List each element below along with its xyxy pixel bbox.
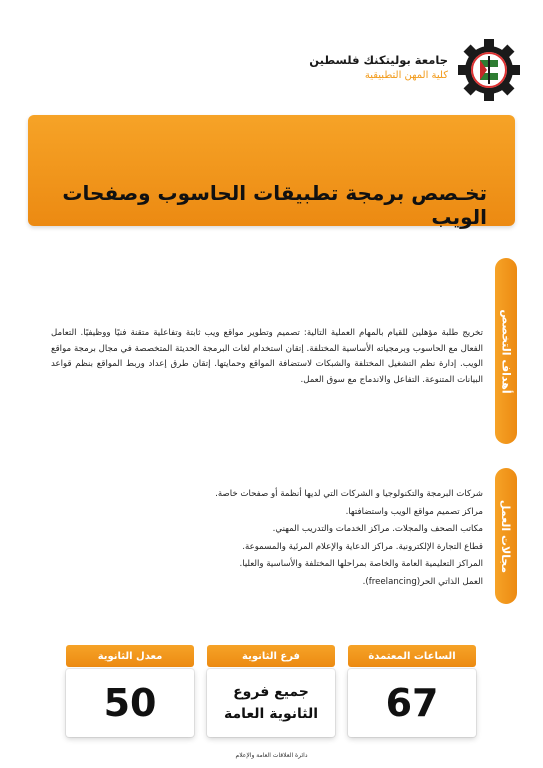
list-item: شركات البرمجة والتكنولوجيا و الشركات التي لديها أنظمة أو صفحات خاصة. bbox=[215, 489, 483, 499]
list-item: العمل الذاتي الحر(freelancing). bbox=[362, 576, 483, 587]
credit-hours-label: الساعات المعتمدة bbox=[348, 645, 476, 667]
list-item: مكاتب الصحف والمجلات. مراكز الخدمات والتدريب المهني. bbox=[272, 524, 483, 534]
college-name: كلية المهن التطبيقية bbox=[364, 70, 448, 81]
institution-header bbox=[309, 52, 448, 84]
list-item: المراكز التعليمية العامة والخاصة بمراحلها المختلفة والأساسية والعليا. bbox=[239, 559, 483, 569]
goals-tab-label: أهداف التخصص bbox=[499, 308, 513, 394]
gear-logo-icon bbox=[457, 38, 521, 102]
goals-paragraph: تخريج طلبة مؤهلين للقيام بالمهام العملية التالية: تصميم وتطوير مواقع ويب ثابتة وتفاعلية متقنة فنيًا ووظيفيًا. التعامل الفعال مع الحاسوب وبرمجياته الأساسية المختلفة. إتقان استخدام لغات البرمجة الحديثة المتخصصة في مجال برمجة مواقع الويب. إدارة نظم التشغيل المختلفة والشبكات لاستضافة المواقع وحمايتها. إتقان طرق إعداد وربط المواقع بنظم قواعد البيانات المتنوعة. التفاعل والاندماج مع سوق العمل. bbox=[51, 328, 483, 385]
list-item: مراكز تصميم مواقع الويب واستضافتها. bbox=[345, 506, 483, 517]
list-item: قطاع التجارة الإلكترونية. مراكز الدعاية والإعلام المرئية والمسموعة. bbox=[242, 541, 483, 552]
branch-label: فرع الثانوية bbox=[207, 645, 335, 667]
average-value: 50 bbox=[103, 681, 157, 725]
footer-text: دائرة العلاقات العامة والإعلام bbox=[235, 752, 308, 759]
branch-value-line2: الثانوية العامة bbox=[223, 706, 319, 722]
university-logo bbox=[457, 38, 521, 102]
page-title: تخـصص برمجة تطبيقات الحاسوب وصفحات الويب bbox=[62, 181, 487, 229]
university-name: جامعة بوليتكنك فلسطين bbox=[309, 53, 448, 67]
credit-hours-value: 67 bbox=[385, 681, 439, 725]
average-label: معدل الثانوية bbox=[66, 645, 194, 667]
credit-hours-card bbox=[348, 645, 476, 737]
fields-tab-label: مجالات العمل bbox=[499, 499, 513, 573]
branch-value-line1: جميع فروع bbox=[233, 684, 309, 700]
branch-card bbox=[207, 645, 335, 737]
title-banner bbox=[28, 115, 515, 229]
average-card bbox=[66, 645, 194, 737]
work-fields-list bbox=[83, 486, 483, 591]
